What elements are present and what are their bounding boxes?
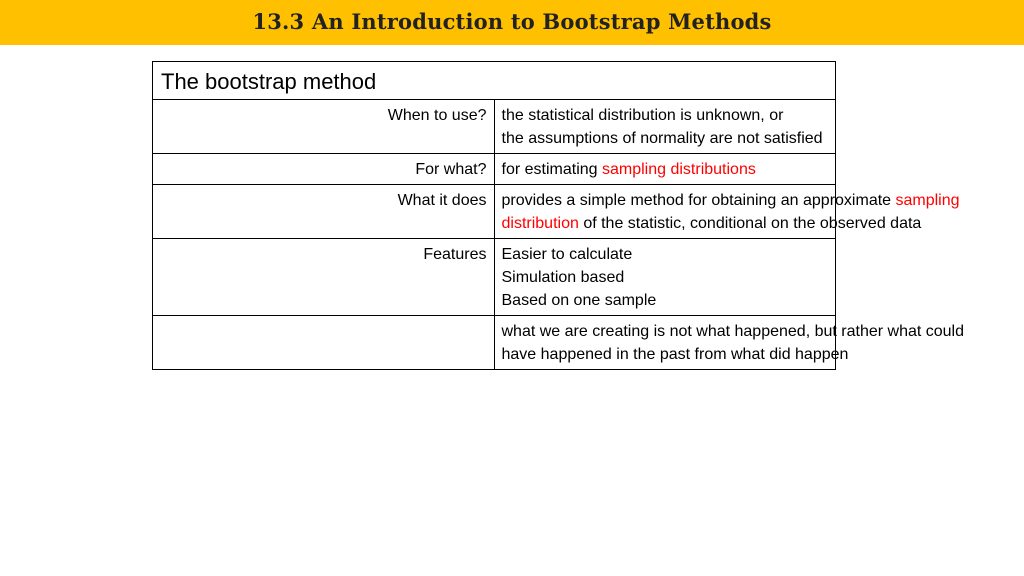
row-label-features: Features	[153, 239, 495, 316]
table-row-features	[153, 239, 836, 316]
row-desc-when-to-use	[494, 100, 836, 154]
what-it-does-line-1	[501, 189, 960, 212]
row-label-note	[153, 316, 495, 370]
what-it-does-text-after: of the statistic, conditional on the observed data	[578, 215, 922, 232]
what-it-does-highlight-2: distribution	[501, 215, 579, 232]
when-line-1: the statistical distribution is unknown, or	[501, 107, 784, 124]
when-line-2: the assumptions of normality are not satisfied	[501, 130, 823, 147]
feature-item: Simulation based	[501, 269, 625, 286]
table-header-row	[153, 62, 836, 100]
feature-item: Based on one sample	[501, 292, 657, 309]
note-line-2: have happened in the past from what did happen	[501, 346, 849, 363]
for-what-line	[502, 158, 830, 181]
table-row-note	[153, 316, 836, 370]
table-row-for-what	[153, 154, 836, 185]
row-label-for-what: For what?	[153, 154, 495, 185]
feature-item: Easier to calculate	[501, 246, 633, 263]
table-header: The bootstrap method	[153, 62, 836, 100]
slide-title: 13.3 An Introduction to Bootstrap Methods	[252, 9, 772, 34]
bootstrap-method-table	[152, 61, 965, 370]
what-it-does-highlight-1: sampling	[895, 192, 960, 209]
what-it-does-text-before: provides a simple method for obtaining an approximate	[501, 192, 896, 209]
for-what-highlight: sampling distributions	[601, 161, 756, 178]
row-label-what-it-does: What it does	[153, 185, 495, 239]
what-it-does-line-2	[501, 212, 922, 235]
note-line-1: what we are creating is not what happened, but rather what could	[501, 323, 965, 340]
table-row-what-it-does	[153, 185, 836, 239]
table-row-when-to-use	[153, 100, 836, 154]
row-desc-features	[494, 239, 836, 316]
row-desc-for-what	[494, 154, 836, 185]
row-desc-note	[494, 316, 965, 370]
for-what-text: for estimating	[501, 161, 602, 178]
row-desc-what-it-does	[494, 185, 960, 239]
row-label-when-to-use: When to use?	[153, 100, 495, 154]
